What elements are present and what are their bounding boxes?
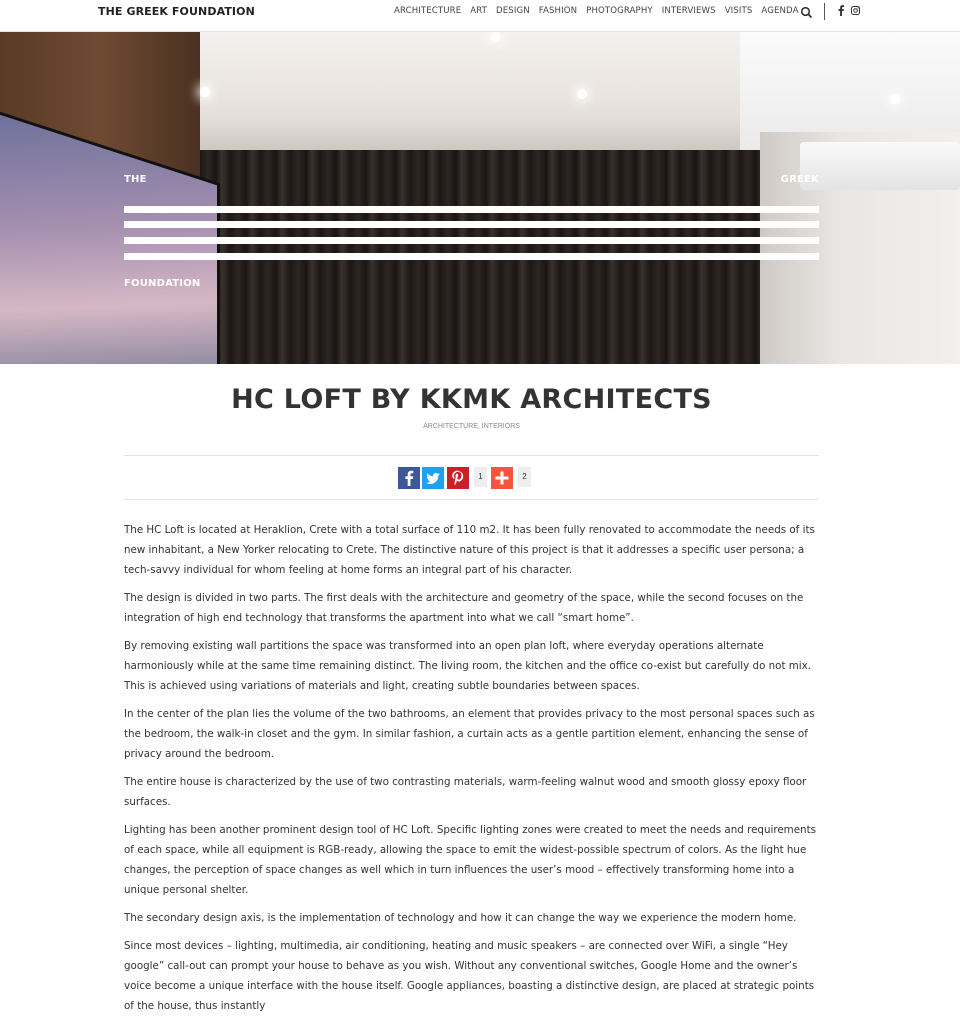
nav-item-fashion[interactable]: FASHION [538, 6, 578, 16]
article-paragraph: Since most devices – lighting, multimedia, air conditioning, heating and music speakers – are connected over WiFi, a single “Hey google” call-out can prompt your house to behave as you wish. Without any conventional switches, Google Home and the owner’s voice become a unique interface with the house itself. Google appliances, boasting a distinctive design, are placed at strategic points of the house, thus instantly [124, 940, 815, 1012]
hero-word-the: THE [124, 174, 147, 185]
pinterest-share-button[interactable] [447, 467, 469, 489]
article-paragraph: The design is divided in two parts. The first deals with the architecture and geometry of the space, while the second focuses on the integration of high end technology that transforms the apartment into what we call “smart home”. [124, 592, 804, 624]
hero-stripe [124, 221, 819, 228]
hero-stripe [124, 206, 819, 213]
hero-stripe [124, 237, 819, 244]
article-title: HC LOFT BY KKMK ARCHITECTS [231, 384, 712, 415]
plus-share-button[interactable] [491, 467, 513, 489]
plus-share-count: 2 [518, 467, 531, 487]
plus-icon [491, 467, 513, 489]
hero-image [0, 32, 960, 364]
facebook-share-button[interactable] [398, 467, 420, 489]
divider-bottom [124, 499, 819, 500]
hero-logo-overlay [124, 172, 819, 302]
nav-divider [824, 3, 825, 20]
hero-light [490, 32, 500, 42]
top-navigation-bar [0, 0, 960, 32]
article-paragraph: By removing existing wall partitions the space was transformed into an open plan loft, where everyday operations alternate harmoniously while at the same time remaining distinct. The living room, the kitchen and the office co-exist but carefully do not mix. This is achieved using variations of materials and light, creating subtle boundaries between spaces. [124, 640, 812, 692]
article-paragraph: The HC Loft is located at Heraklion, Crete with a total surface of 110 m2. It has been fully renovated to accommodate the needs of its new inhabitant, a New Yorker relocating to Crete. The distinctive nature of this project is that it addresses a specific user persona; a tech-savvy individual for whom feeling at home forms an integral part of his character. [124, 524, 815, 576]
facebook-icon [398, 467, 420, 489]
nav-item-design[interactable]: DESIGN [496, 6, 530, 16]
nav-item-art[interactable]: ART [470, 6, 488, 16]
nav-item-interviews[interactable]: INTERVIEWS [661, 6, 716, 16]
twitter-icon [422, 467, 444, 489]
hero-word-foundation: FOUNDATION [124, 278, 201, 289]
pinterest-share-count: 1 [474, 467, 487, 487]
hero-stripe [124, 253, 819, 260]
site-logo[interactable]: THE GREEK FOUNDATION [98, 5, 255, 18]
search-icon[interactable] [800, 6, 814, 20]
nav-item-photography[interactable]: PHOTOGRAPHY [586, 6, 653, 16]
nav-item-agenda[interactable]: AGENDA [761, 6, 799, 16]
hero-word-greek: GREEK [780, 174, 819, 185]
facebook-icon[interactable] [838, 5, 844, 16]
article-paragraph: The entire house is characterized by the use of two contrasting materials, warm-feeling walnut wood and smooth glossy epoxy floor surfaces. [124, 776, 807, 808]
instagram-icon[interactable] [851, 6, 860, 15]
article-paragraph: Lighting has been another prominent design tool of HC Loft. Specific lighting zones were created to meet the needs and requirements of each space, while all equipment is RGB-ready, allowing the space to emit the widest-possible spectrum of colors. As the light hue changes, the perception of space changes as well which in turn influences the user’s mood – effectively transforming home into a unique personal shelter. [124, 824, 816, 896]
hero-light [890, 94, 900, 104]
pinterest-icon [447, 467, 469, 489]
article-paragraph: The secondary design axis, is the implementation of technology and how it can change the way we experience the modern home. [124, 912, 797, 924]
article-paragraph: In the center of the plan lies the volume of the two bathrooms, an element that provides privacy to the most personal spaces such as the bedroom, the walk-in closet and the gym. In similar fashion, a curtain acts as a gentle partition element, enhancing the sense of privacy around the bedroom. [124, 708, 815, 760]
article-body [124, 520, 824, 1024]
main-nav [394, 6, 808, 16]
twitter-share-button[interactable] [422, 467, 444, 489]
divider-top [124, 455, 819, 456]
nav-item-architecture[interactable]: ARCHITECTURE [394, 6, 462, 16]
nav-item-visits[interactable]: VISITS [724, 6, 753, 16]
article-categories[interactable]: ARCHITECTURE, INTERIORS [423, 423, 520, 430]
hero-light [577, 89, 587, 99]
hero-light [200, 87, 210, 97]
hero-ac-unit [800, 142, 960, 190]
